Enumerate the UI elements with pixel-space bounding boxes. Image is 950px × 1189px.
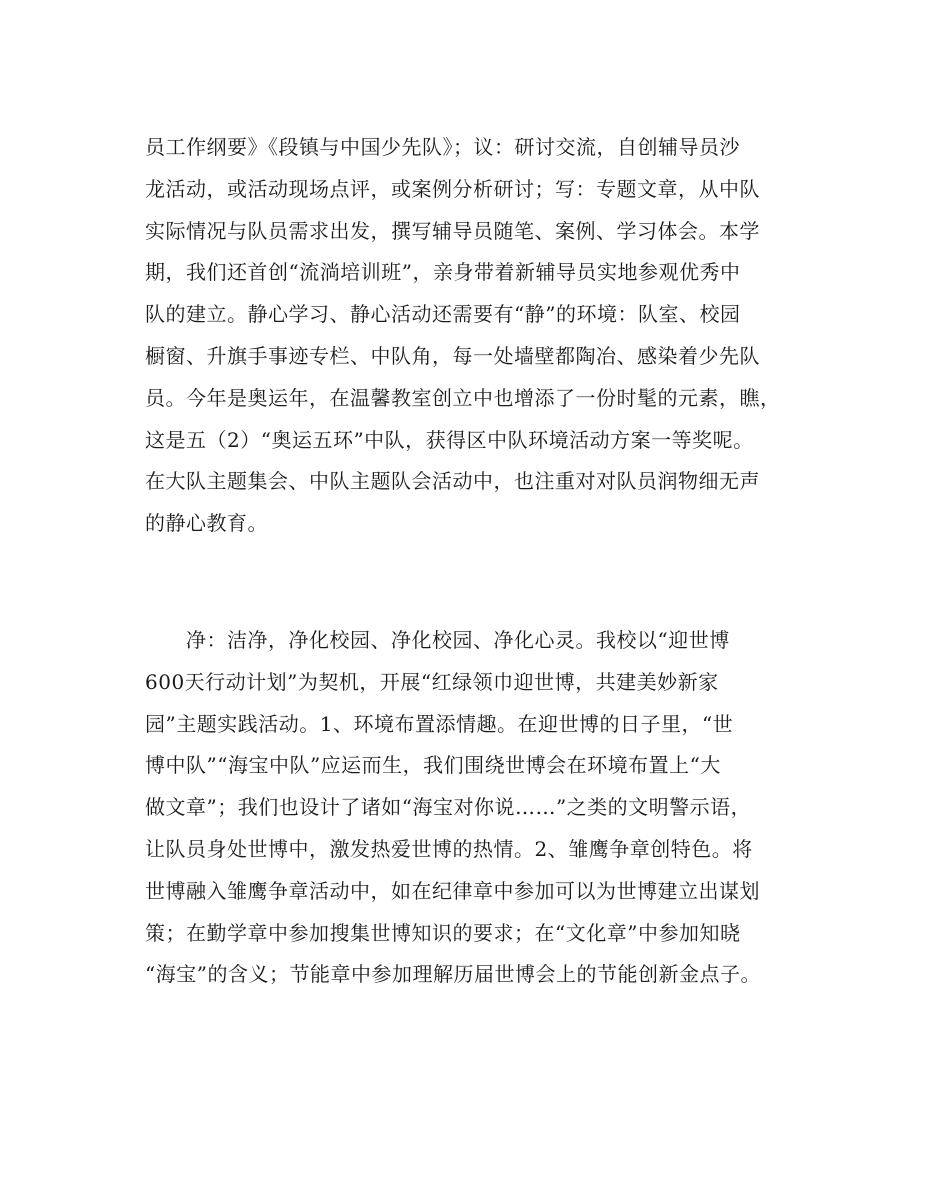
- text-line: 这是五（2）“奥运五环”中队，获得区中队环境活动方案一等奖呢。: [145, 427, 754, 452]
- paragraph-continuation: [145, 127, 815, 545]
- text-line: 世博融入雏鹰争章活动中，如在纪律章中参加可以为世博建立出谋划: [145, 878, 760, 903]
- text-line: 龙活动，或活动现场点评，或案例分析研讨；写：专题文章，从中队: [145, 176, 760, 201]
- text-line: 在大队主题集会、中队主题队会活动中，也注重对对队员润物细无声: [145, 469, 760, 494]
- text-line: 的静心教育。: [145, 511, 268, 536]
- text-line: 让队员身处世博中，激发热爱世博的热情。2、雏鹰争章创特色。将: [145, 836, 753, 861]
- text-line: 实际情况与队员需求出发，撰写辅导员随笔、案例、学习体会。本学: [145, 218, 760, 243]
- text-line: 策；在勤学章中参加搜集世博知识的要求；在“文化章”中参加知晓: [145, 920, 741, 945]
- text-line: 员。今年是奥运年，在温馨教室创立中也增添了一份时髦的元素，瞧，: [145, 385, 781, 410]
- text-line: 橱窗、升旗手事迹专栏、中队角，每一处墙壁都陶冶、感染着少先队: [145, 343, 760, 368]
- text-line: “海宝”的含义；节能章中参加理解历届世博会上的节能创新金点子。: [145, 962, 761, 987]
- text-line: 园”主题实践活动。1、环境布置添情趣。在迎世博的日子里，“世: [145, 711, 734, 736]
- paragraph-jing-clean: [145, 620, 815, 996]
- text-line: 员工作纲要》《段镇与中国少先队》；议：研讨交流，自创辅导员沙: [145, 135, 740, 159]
- text-line: 博中队”“海宝中队”应运而生，我们围绕世博会在环境布置上“大: [145, 753, 721, 778]
- text-line: 净：洁净，净化校园、净化校园、净化心灵。我校以“迎世博: [186, 628, 730, 652]
- text-line: 600天行动计划”为契机，开展“红绿领巾迎世博，共建美妙新家: [145, 669, 719, 694]
- text-line: 做文章”；我们也设计了诸如“海宝对你说……”之类的文明警示语，: [145, 795, 752, 820]
- text-line: 队的建立。静心学习、静心活动还需要有“静”的环境：队室、校园: [145, 302, 741, 327]
- text-line: 期，我们还首创“流淌培训班”，亲身带着新辅导员实地参观优秀中: [145, 260, 741, 285]
